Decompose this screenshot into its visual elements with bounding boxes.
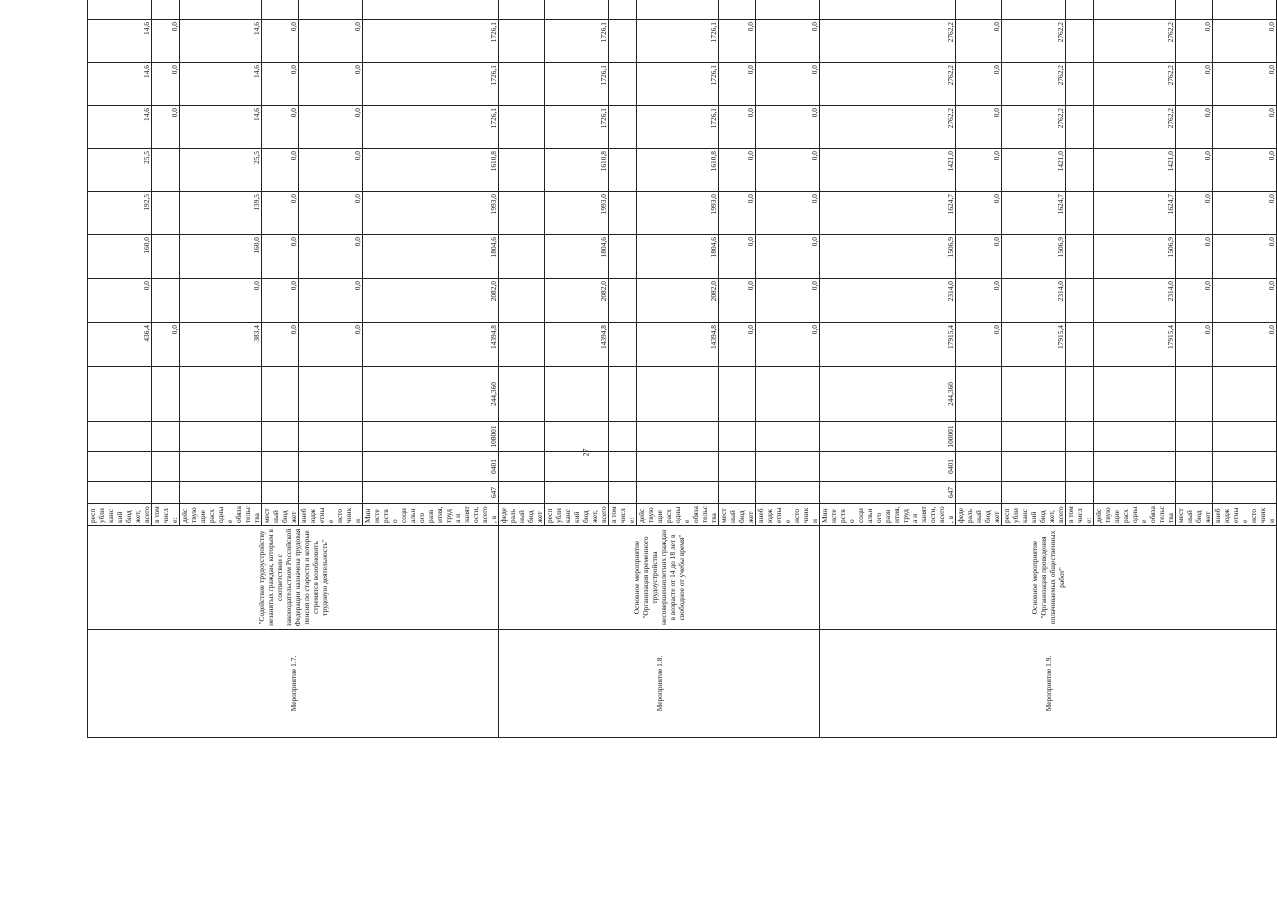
code-vr-cell [499,367,545,422]
code-gr-cell [609,482,637,504]
year-value-cell: 0,0 [152,63,180,106]
funding-source-cell: действующие расходные обязательства [180,504,262,526]
code-gr-cell [1002,482,1066,504]
code-vr-cell [1176,367,1213,422]
year-value-cell [1213,0,1277,20]
year-value-cell: 2762,2 [820,106,956,149]
year-value-cell [1066,0,1094,20]
year-value-cell: 1726,1 [363,20,499,63]
code-rz-cell [545,452,609,482]
code-cs-cell [637,422,719,452]
year-value-cell [363,0,499,20]
year-value-cell: 0,0 [719,149,756,192]
code-cs-cell [1002,422,1066,452]
year-value-cell: 1610,8 [637,149,719,192]
code-cs-cell [180,422,262,452]
year-value-cell: 1421,0 [1002,149,1066,192]
code-cs-cell [1176,422,1213,452]
year-value-cell: 1726,1 [637,20,719,63]
code-rz-cell [88,452,152,482]
year-value-cell: 1804,6 [545,235,609,279]
year-value-cell [609,106,637,149]
year-value-cell: 1506,9 [1002,235,1066,279]
year-value-cell [609,0,637,20]
year-value-cell: 2082,0 [637,279,719,323]
funding-source-cell: действующие расходные обязательства [637,504,719,526]
year-value-cell: 1421,0 [1094,149,1176,192]
code-cs-cell: 108001 [363,422,499,452]
funding-source-cell: Министерство социального развития, труда и занятости, всего, в [820,504,956,526]
year-value-cell: 0,0 [262,235,299,279]
year-value-cell: 1726,1 [363,63,499,106]
year-value-cell [1066,63,1094,106]
year-value-cell: 0,0 [180,279,262,323]
year-value-cell: 2762,2 [1094,63,1176,106]
code-rz-cell [299,452,363,482]
table-row [499,0,545,738]
year-value-cell: 0,0 [719,235,756,279]
year-value-cell: 1804,6 [363,235,499,279]
code-rz-cell [1066,452,1094,482]
year-value-cell: 2762,2 [1002,20,1066,63]
code-cs-cell [152,422,180,452]
code-rz-cell [756,452,820,482]
year-value-cell [152,192,180,235]
year-value-cell: 0,0 [152,106,180,149]
year-value-cell: 0,0 [1176,106,1213,149]
code-vr-cell [88,367,152,422]
year-value-cell: 1804,6 [637,235,719,279]
year-value-cell: 0,0 [1213,235,1277,279]
code-cs-cell [88,422,152,452]
year-value-cell: 14,6 [88,20,152,63]
total-value-cell [1066,323,1094,367]
year-value-cell [609,149,637,192]
total-value-cell: 14394,8 [363,323,499,367]
year-value-cell: 0,0 [262,149,299,192]
year-value-cell: 0,0 [299,279,363,323]
code-cs-cell: 100001 [820,422,956,452]
total-value-cell: 17915,4 [1094,323,1176,367]
funding-source-cell: федеральный бюджет [956,504,1002,526]
year-value-cell: 14,6 [180,20,262,63]
year-value-cell: 2762,2 [820,20,956,63]
total-value-cell: 17915,4 [1002,323,1066,367]
table-row [820,0,956,738]
code-rz-cell [1094,452,1176,482]
year-value-cell [299,0,363,20]
year-value-cell: 0,0 [956,20,1002,63]
year-value-cell: 1726,1 [545,20,609,63]
year-value-cell: 0,0 [1176,235,1213,279]
year-value-cell: 1726,1 [363,106,499,149]
year-value-cell: 2082,0 [545,279,609,323]
funding-source-cell: местный бюджет [262,504,299,526]
year-value-cell: 14,6 [88,63,152,106]
year-value-cell [499,192,545,235]
measure-number-cell: Мероприятие 1.9. [820,630,1277,738]
code-vr-cell [1002,367,1066,422]
year-value-cell [499,235,545,279]
year-value-cell: 0,0 [88,279,152,323]
funding-source-cell: республиканский бюджет, всего [88,504,152,526]
code-gr-cell [262,482,299,504]
code-gr-cell [299,482,363,504]
year-value-cell: 1624,7 [1002,192,1066,235]
year-value-cell: 0,0 [262,63,299,106]
year-value-cell: 2762,2 [1094,20,1176,63]
year-value-cell: 0,0 [756,106,820,149]
year-value-cell: 160,0 [180,235,262,279]
year-value-cell: 0,0 [956,279,1002,323]
funding-source-cell: действующие расходные обязательства [1094,504,1176,526]
year-value-cell: 0,0 [756,63,820,106]
year-value-cell: 2082,0 [363,279,499,323]
year-value-cell: 0,0 [1213,149,1277,192]
year-value-cell [1066,235,1094,279]
year-value-cell [545,0,609,20]
year-value-cell: 1726,1 [637,63,719,106]
code-cs-cell [719,422,756,452]
code-vr-cell: 244,360 [363,367,499,422]
code-cs-cell [499,422,545,452]
year-value-cell: 0,0 [1176,20,1213,63]
year-value-cell [1176,0,1213,20]
code-rz-cell: 0401 [363,452,499,482]
funding-source-cell: местный бюджет [719,504,756,526]
year-value-cell: 0,0 [299,235,363,279]
code-cs-cell [1094,422,1176,452]
code-cs-cell [956,422,1002,452]
code-cs-cell [545,422,609,452]
year-value-cell: 2762,2 [1094,106,1176,149]
code-rz-cell [1002,452,1066,482]
year-value-cell: 1726,1 [545,106,609,149]
year-value-cell [820,0,956,20]
budget-table-body [88,0,1277,738]
year-value-cell [609,20,637,63]
code-gr-cell [756,482,820,504]
code-rz-cell [180,452,262,482]
year-value-cell [756,0,820,20]
year-value-cell: 0,0 [262,192,299,235]
year-value-cell: 0,0 [299,149,363,192]
year-value-cell [152,279,180,323]
code-cs-cell [1066,422,1094,452]
table-row [88,0,152,738]
year-value-cell [1066,192,1094,235]
total-value-cell: 0,0 [719,323,756,367]
year-value-cell [152,149,180,192]
code-vr-cell [1213,367,1277,422]
code-rz-cell [719,452,756,482]
total-value-cell: 0,0 [1176,323,1213,367]
total-value-cell: 0,0 [299,323,363,367]
code-gr-cell [1066,482,1094,504]
code-gr-cell [88,482,152,504]
year-value-cell: 0,0 [262,279,299,323]
year-value-cell: 0,0 [956,106,1002,149]
code-vr-cell [719,367,756,422]
year-value-cell: 0,0 [756,235,820,279]
code-gr-cell [637,482,719,504]
year-value-cell: 0,0 [756,192,820,235]
code-rz-cell [499,452,545,482]
total-value-cell [499,323,545,367]
total-value-cell: 0,0 [756,323,820,367]
year-value-cell: 0,0 [719,279,756,323]
code-gr-cell [545,482,609,504]
year-value-cell [609,279,637,323]
code-rz-cell [152,452,180,482]
funding-source-cell: республиканский бюджет, всего [545,504,609,526]
code-gr-cell [499,482,545,504]
funding-source-cell: внебюджетные источники [299,504,363,526]
year-value-cell: 0,0 [1176,192,1213,235]
year-value-cell: 1624,7 [1094,192,1176,235]
year-value-cell: 1610,8 [363,149,499,192]
code-vr-cell [152,367,180,422]
year-value-cell: 2314,0 [1002,279,1066,323]
total-value-cell: 14394,8 [637,323,719,367]
year-value-cell: 139,5 [180,192,262,235]
year-value-cell: 0,0 [1176,63,1213,106]
year-value-cell: 0,0 [262,106,299,149]
year-value-cell: 2314,0 [820,279,956,323]
year-value-cell: 14,6 [88,106,152,149]
total-value-cell: 436,4 [88,323,152,367]
year-value-cell: 0,0 [1176,149,1213,192]
code-gr-cell: 647 [820,482,956,504]
year-value-cell [88,0,152,20]
code-vr-cell: 244,360 [820,367,956,422]
code-gr-cell [180,482,262,504]
code-vr-cell [262,367,299,422]
total-value-cell: 0,0 [152,323,180,367]
code-cs-cell [1213,422,1277,452]
year-value-cell: 25,5 [88,149,152,192]
code-vr-cell [1066,367,1094,422]
year-value-cell [499,279,545,323]
code-vr-cell [756,367,820,422]
code-gr-cell [152,482,180,504]
year-value-cell: 0,0 [1213,106,1277,149]
year-value-cell [499,149,545,192]
year-value-cell [499,106,545,149]
year-value-cell: 0,0 [299,63,363,106]
year-value-cell: 0,0 [1213,20,1277,63]
year-value-cell [499,63,545,106]
year-value-cell: 0,0 [719,20,756,63]
measure-number-cell: Мероприятие 1.8. [499,630,820,738]
measure-number-cell: Мероприятие 1.7. [88,630,499,738]
year-value-cell: 1506,9 [1094,235,1176,279]
code-vr-cell [637,367,719,422]
code-rz-cell [956,452,1002,482]
year-value-cell: 0,0 [956,192,1002,235]
year-value-cell: 1726,1 [637,106,719,149]
year-value-cell: 2762,2 [820,63,956,106]
code-gr-cell [1213,482,1277,504]
year-value-cell [719,0,756,20]
year-value-cell: 1993,0 [545,192,609,235]
total-value-cell: 14394,8 [545,323,609,367]
year-value-cell [1066,106,1094,149]
year-value-cell: 0,0 [956,235,1002,279]
funding-source-cell: Министерство социального развития, труда и занятости, всего, в [363,504,499,526]
budget-table [87,0,1277,738]
year-value-cell: 2314,0 [1094,279,1176,323]
measure-title-cell: "Содействие трудоустройству незанятых граждан, которым в соответствии с законодательством Российской Федерации назначена трудовая пенсия по старости и которые стремятся возобновить трудовую деятельность" [88,526,499,630]
year-value-cell [499,20,545,63]
year-value-cell: 0,0 [956,149,1002,192]
year-value-cell: 2762,2 [1002,63,1066,106]
code-cs-cell [756,422,820,452]
year-value-cell [609,192,637,235]
code-vr-cell [180,367,262,422]
year-value-cell: 0,0 [719,192,756,235]
year-value-cell: 160,0 [88,235,152,279]
funding-source-cell: республиканский бюджет, всего [1002,504,1066,526]
year-value-cell [1066,279,1094,323]
code-rz-cell: 0401 [820,452,956,482]
year-value-cell: 1726,1 [545,63,609,106]
total-value-cell: 0,0 [1213,323,1277,367]
year-value-cell: 0,0 [756,20,820,63]
year-value-cell [180,0,262,20]
year-value-cell: 0,0 [299,20,363,63]
year-value-cell: 192,5 [88,192,152,235]
year-value-cell [1066,149,1094,192]
code-vr-cell [299,367,363,422]
year-value-cell [499,0,545,20]
total-value-cell: 383,4 [180,323,262,367]
code-rz-cell [1213,452,1277,482]
year-value-cell: 0,0 [299,192,363,235]
code-gr-cell: 647 [363,482,499,504]
year-value-cell [609,235,637,279]
code-rz-cell [262,452,299,482]
code-gr-cell [956,482,1002,504]
year-value-cell: 0,0 [262,20,299,63]
year-value-cell [956,0,1002,20]
code-gr-cell [1176,482,1213,504]
year-value-cell: 0,0 [756,149,820,192]
year-value-cell [1066,20,1094,63]
year-value-cell [609,63,637,106]
code-gr-cell [1094,482,1176,504]
code-cs-cell [609,422,637,452]
year-value-cell: 0,0 [152,20,180,63]
year-value-cell: 0,0 [719,63,756,106]
code-rz-cell [637,452,719,482]
year-value-cell: 0,0 [756,279,820,323]
year-value-cell: 14,6 [180,106,262,149]
year-value-cell: 1993,0 [637,192,719,235]
year-value-cell [262,0,299,20]
year-value-cell: 0,0 [719,106,756,149]
measure-title-cell: Основное мероприятие "Организация проведения оплачиваемых общественных работ" [820,526,1277,630]
year-value-cell: 0,0 [1213,192,1277,235]
code-rz-cell [609,452,637,482]
funding-source-cell: в том числе: [1066,504,1094,526]
year-value-cell [1094,0,1176,20]
year-value-cell [637,0,719,20]
code-vr-cell [609,367,637,422]
year-value-cell [152,235,180,279]
year-value-cell: 0,0 [299,106,363,149]
funding-source-cell: внебюджетные источники [756,504,820,526]
funding-source-cell: местный бюджет [1176,504,1213,526]
year-value-cell: 0,0 [1213,63,1277,106]
year-value-cell: 0,0 [1176,279,1213,323]
funding-source-cell: в том числе: [152,504,180,526]
code-gr-cell [719,482,756,504]
code-cs-cell [262,422,299,452]
year-value-cell [1002,0,1066,20]
measure-title-cell: Основное мероприятие "Организация временного трудоустройства несовершеннолетних граждан в возрасте от 14 до 18 лет в свободное от учебы время" [499,526,820,630]
code-rz-cell [1176,452,1213,482]
total-value-cell: 0,0 [262,323,299,367]
code-cs-cell [299,422,363,452]
code-vr-cell [1094,367,1176,422]
code-vr-cell [956,367,1002,422]
funding-source-cell: федеральный бюджет [499,504,545,526]
page-number: 27 [581,448,591,457]
year-value-cell: 1421,0 [820,149,956,192]
code-vr-cell [545,367,609,422]
funding-source-cell: внебюджетные источники [1213,504,1277,526]
year-value-cell: 1506,9 [820,235,956,279]
funding-source-cell: в том числе: [609,504,637,526]
year-value-cell: 1624,7 [820,192,956,235]
total-value-cell [609,323,637,367]
year-value-cell: 1610,8 [545,149,609,192]
year-value-cell: 25,5 [180,149,262,192]
total-value-cell: 0,0 [956,323,1002,367]
year-value-cell: 0,0 [1213,279,1277,323]
year-value-cell: 2762,2 [1002,106,1066,149]
year-value-cell: 1993,0 [363,192,499,235]
total-value-cell: 17915,4 [820,323,956,367]
year-value-cell [152,0,180,20]
year-value-cell: 0,0 [956,63,1002,106]
year-value-cell: 14,6 [180,63,262,106]
